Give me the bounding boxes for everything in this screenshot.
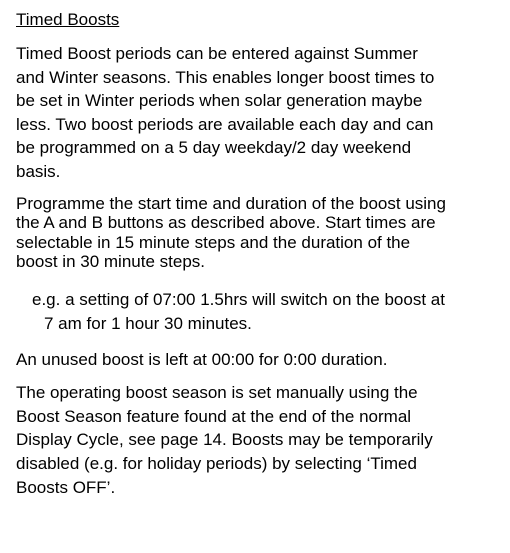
- text-line: Boost Season feature found at the end of the normal: [16, 406, 412, 426]
- text-line: e.g. a setting of 07:00 1.5hrs will switch on the boost at: [32, 289, 445, 309]
- text-line: basis.: [16, 161, 61, 181]
- text-line: Programme the start time and duration of the boost using: [16, 193, 446, 213]
- paragraph-unused-boost: [16, 348, 506, 372]
- paragraph-timed-boost-periods: [16, 42, 506, 184]
- paragraph-boost-season: [16, 381, 506, 499]
- section-heading: Timed Boosts: [16, 10, 120, 29]
- text-line: be set in Winter periods when solar generation maybe: [16, 91, 423, 111]
- text-line: less. Two boost periods are available each day and can: [16, 114, 434, 134]
- document-page: [16, 8, 506, 509]
- text-line: The operating boost season is set manually using the: [16, 383, 418, 403]
- text-line: and Winter seasons. This enables longer boost times to: [16, 67, 435, 87]
- text-line: selectable in 15 minute steps and the duration of the: [16, 232, 411, 252]
- text-line: Timed Boost periods can be entered against Summer: [16, 44, 418, 63]
- example-block: [16, 288, 506, 336]
- text-line: Display Cycle, see page 14. Boosts may be temporarily: [16, 430, 433, 450]
- text-line: disabled (e.g. for holiday periods) by selecting ‘Timed: [16, 453, 417, 473]
- paragraph-programme-start-time: [16, 194, 506, 272]
- text-line: 7 am for 1 hour 30 minutes.: [44, 313, 252, 333]
- text-line: Boosts OFF’.: [16, 477, 116, 497]
- text-line: An unused boost is left at 00:00 for 0:00 duration.: [16, 349, 388, 369]
- text-line: the A and B buttons as described above. Start times are: [16, 213, 436, 233]
- text-line: boost in 30 minute steps.: [16, 252, 206, 272]
- text-line: be programmed on a 5 day weekday/2 day weekend: [16, 138, 412, 158]
